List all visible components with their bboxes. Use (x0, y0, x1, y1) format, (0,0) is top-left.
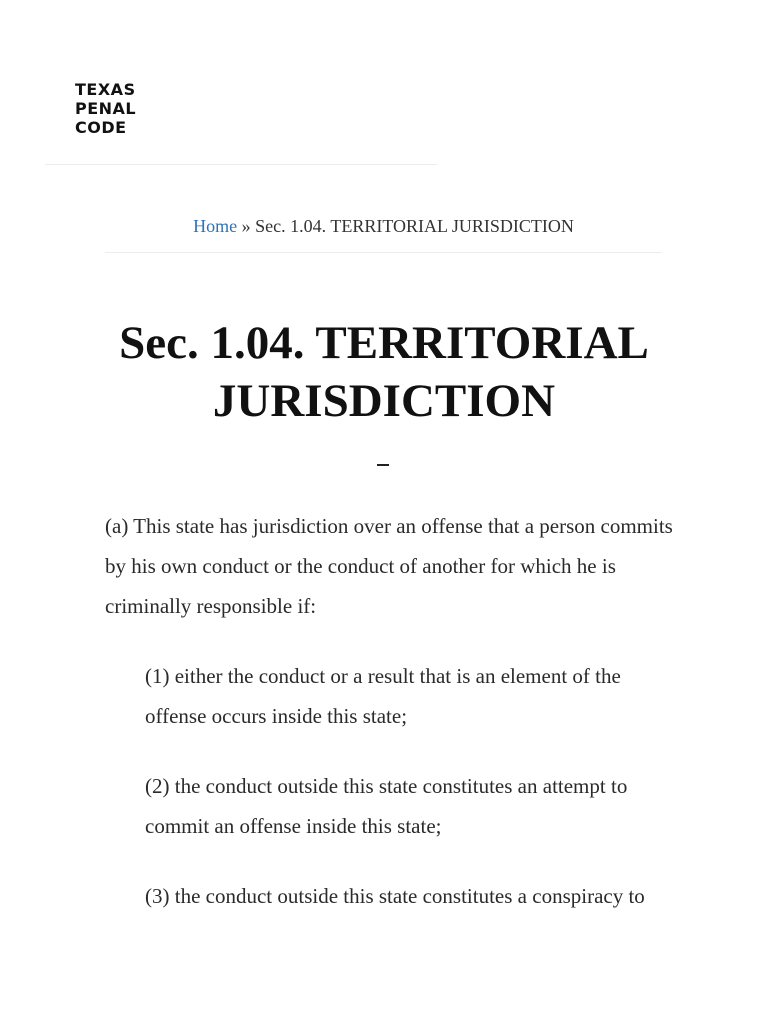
paragraph-2: (2) the conduct outside this state constitutes an attempt to commit an offense inside this state; (145, 774, 628, 838)
paragraph-a: (a) This state has jurisdiction over an offense that a person commits by his own conduct or the conduct of another for which he is criminally responsible if: (105, 514, 673, 618)
breadcrumb-home-link[interactable]: Home (193, 216, 238, 236)
logo-line-2: PENAL (75, 99, 137, 118)
logo-line-3: CODE (75, 118, 127, 137)
breadcrumb-separator: » (241, 216, 251, 236)
site-logo[interactable] (75, 80, 136, 137)
page-title: Sec. 1.04. TERRITORIAL JURISDICTION (119, 317, 649, 427)
breadcrumb (105, 212, 662, 253)
logo-line-1: TEXAS (75, 80, 136, 99)
paragraph-3: (3) the conduct outside this state constitutes a conspiracy to (145, 884, 645, 908)
article-body (105, 506, 675, 946)
breadcrumb-current: Sec. 1.04. TERRITORIAL JURISDICTION (255, 216, 574, 236)
title-divider (377, 464, 389, 466)
paragraph-1: (1) either the conduct or a result that is an element of the offense occurs inside this state; (145, 664, 621, 728)
site-header (45, 0, 437, 165)
